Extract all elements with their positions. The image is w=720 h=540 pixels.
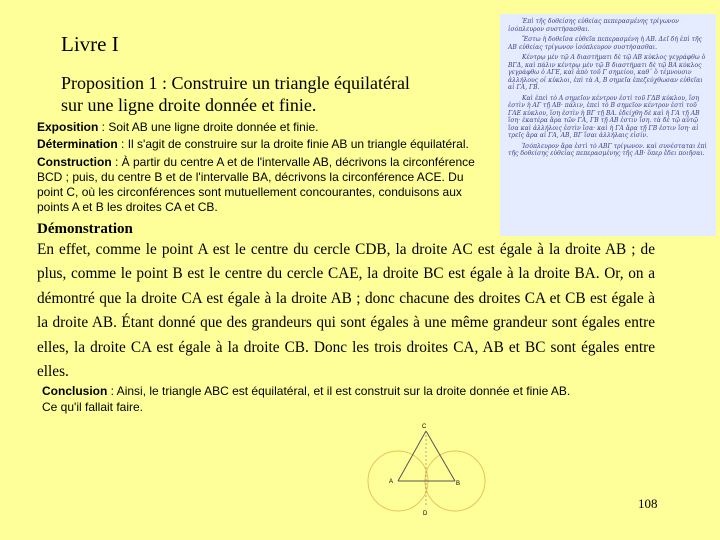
page-number: 108 (638, 496, 658, 511)
construction-figure (355, 418, 505, 540)
construction-label: Construction (37, 155, 112, 169)
conclusion-text: : Ainsi, le triangle ABC est équilatéral, et il est construit sur la droite donnée et finie AB. (107, 384, 571, 398)
segment-ca (398, 431, 426, 481)
greek-paragraph-2: Ἔστω ἡ δοθεῖσα εὐθεῖα πεπερασμένη ἡ ΑΒ. Δεῖ δὴ ἐπὶ τῆς ΑΒ εὐθείας τρίγωνον ἰσόπλευρον συστήσασθαι. (508, 36, 702, 51)
demonstration-text: En effet, comme le point A est le centre du cercle CDB, la droite AC est égale à la droite AB ; de plus, comme le point B est le centre du cercle CAE, la droite BC est égale à la droite BA. Or, on a démontré que la droite CA est égale à la droite AB ; donc chacune des droites CA et CB est égale à la droite AB. Étant donné que des grandeurs qui sont égales à une même grandeur sont égales entre elles, la droite CA est égale à la droite CB. Donc les trois droites CA, AB et BC sont égales entre elles. (37, 241, 655, 381)
proposition-title-line-1: Proposition 1 : Construire un triangle équilatéral (61, 73, 410, 93)
exposition-paragraph (37, 120, 507, 135)
construction-text: : À partir du centre A et de l'intervalle AB, décrivons la circonférence BCD ; puis, du centre B et de l'intervalle BA, décrivons la circonférence ACE. Du point C, où les circonférences sont mutuellement concourantes, conduisons aux points A et B les droites CA et CB. (37, 155, 475, 214)
conclusion-paragraph (42, 383, 642, 415)
greek-paragraph-3: Κέντρῳ μὲν τῷ Α διαστήματι δὲ τῷ ΑΒ κύκλος γεγράφθω ὁ ΒΓΔ, καὶ πάλιν κέντρῳ μὲν τῷ Β διαστήματι δὲ τῷ ΒΑ κύκλος γεγράφθω ὁ ΑΓΕ, καὶ ἀπὸ τοῦ Γ σημείου, καθ᾽ ὃ τέμνουσιν ἀλλήλους οἱ κύκλοι, ἐπὶ τὰ Α, Β σημεῖα ἐπεζεύχθωσαν εὐθεῖαι αἱ ΓΑ, ΓΒ. (508, 54, 706, 91)
greek-paragraph-5: Ἰσόπλευρον ἄρα ἐστὶ τὸ ΑΒΓ τρίγωνον. καὶ συνέσταται ἐπὶ τῆς δοθείσης εὐθείας πεπερασμένης τῆς ΑΒ· ὅπερ ἔδει ποιῆσαι. (508, 142, 707, 157)
segment-cb (426, 431, 455, 481)
conclusion-label: Conclusion (42, 384, 108, 398)
exposition-label: Exposition (37, 120, 99, 134)
point-label-a: A (389, 479, 394, 485)
determination-paragraph (37, 137, 507, 152)
greek-original-text-image (500, 14, 716, 236)
determination-label: Détermination (37, 137, 118, 151)
book-title: Livre I (61, 32, 119, 56)
construction-paragraph (37, 155, 477, 215)
qed-text: Ce qu'il fallait faire. (42, 400, 144, 414)
point-label-b: B (456, 481, 461, 487)
proposition-title (61, 72, 410, 116)
greek-paragraph-4: Καὶ ἐπεὶ τὸ Α σημεῖον κέντρον ἐστὶ τοῦ ΓΔΒ κύκλου, ἴση ἐστὶν ἡ ΑΓ τῇ ΑΒ· πάλιν, ἐπεὶ τὸ Β σημεῖον κέντρον ἐστὶ τοῦ ΓΑΕ κύκλου, ἴση ἐστὶν ἡ ΒΓ τῇ ΒΑ. ἐδείχθη δὲ καὶ ἡ ΓΑ τῇ ΑΒ ἴση· ἑκατέρα ἄρα τῶν ΓΑ, ΓΒ τῇ ΑΒ ἐστιν ἴση. τὰ δὲ τῷ αὐτῷ ἴσα καὶ ἀλλήλοις ἐστὶν ἴσα· καὶ ἡ ΓΑ ἄρα τῇ ΓΒ ἐστιν ἴση· αἱ τρεῖς ἄρα αἱ ΓΑ, ΑΒ, ΒΓ ἴσαι ἀλλήλαις εἰσίν. (508, 94, 700, 139)
determination-text: : Il s'agit de construire sur la droite finie AB un triangle équilatéral. (117, 137, 469, 151)
point-label-d: D (423, 511, 428, 517)
proposition-title-line-2: sur une ligne droite donnée et finie. (61, 95, 317, 115)
exposition-text: : Soit AB une ligne droite donnée et finie. (98, 120, 319, 134)
greek-paragraph-1: Ἐπὶ τῆς δοθείσης εὐθείας πεπερασμένης τρίγωνον ἰσόπλευρον συστήσασθαι. (508, 18, 679, 33)
demonstration-heading: Démonstration (37, 221, 133, 237)
point-label-c: C (422, 424, 427, 430)
